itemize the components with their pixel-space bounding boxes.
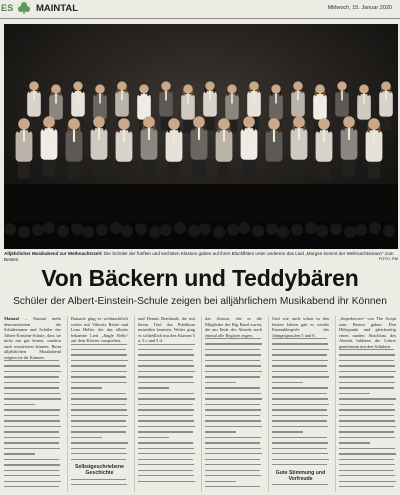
column-4-body-lines xyxy=(205,338,262,487)
column-2-text: Damach ging es weihnachtlich weiter mit Viktoria Reiter und Lena Heller, die das allseits bekannte Lied „Jingle Bells“ auf dem Klavier vorspielten. xyxy=(71,316,128,343)
text-line xyxy=(71,398,127,399)
text-line xyxy=(339,409,395,410)
text-line xyxy=(339,486,394,487)
text-line xyxy=(339,365,395,366)
audience-head xyxy=(174,222,186,234)
text-line xyxy=(138,387,169,388)
text-line xyxy=(339,437,395,438)
column-2-body-lines xyxy=(71,344,128,460)
text-line xyxy=(71,437,102,438)
text-line xyxy=(205,431,236,432)
column-5 xyxy=(272,316,329,492)
text-line xyxy=(138,376,193,377)
text-line xyxy=(4,431,59,432)
text-line xyxy=(205,371,262,372)
text-line xyxy=(71,459,126,460)
text-line xyxy=(205,349,260,350)
text-line xyxy=(205,376,260,377)
caption-lead: Alljährlicher Musikabend zur Weihnachtszeit: xyxy=(4,251,103,256)
text-line xyxy=(205,481,236,482)
caption-text: Die Schüler der fünften und sechsten Klassen gaben auf ihren Blockflöten unter anderem das Lied „Morgen kommt der Weihnachtsmann“ zum Besten. xyxy=(4,251,394,262)
text-line xyxy=(339,459,394,460)
student-figure xyxy=(41,116,58,176)
text-line xyxy=(339,387,394,388)
text-line xyxy=(339,448,395,449)
student-figure xyxy=(316,118,333,178)
text-line xyxy=(71,484,127,485)
audience-head xyxy=(188,225,200,237)
text-line xyxy=(71,371,127,372)
text-line xyxy=(272,464,327,465)
text-line xyxy=(272,354,327,355)
audience-head xyxy=(355,224,367,236)
text-line xyxy=(4,464,60,465)
text-line xyxy=(205,470,260,471)
audience-head xyxy=(252,225,264,237)
text-line xyxy=(4,481,61,482)
text-line xyxy=(138,448,194,449)
column-2-subheading: Selbstgeschriebene Geschichte xyxy=(74,464,124,477)
column-2 xyxy=(71,316,128,492)
audience-head xyxy=(110,222,122,234)
text-line xyxy=(138,431,193,432)
audience-head xyxy=(291,224,303,236)
text-line xyxy=(205,459,260,460)
text-line xyxy=(71,360,128,361)
text-line xyxy=(4,486,59,487)
audience-head xyxy=(305,222,317,234)
text-line xyxy=(339,453,396,454)
audience-head xyxy=(213,226,225,238)
text-line xyxy=(272,387,328,388)
text-line xyxy=(272,382,303,383)
column-3-body-lines xyxy=(138,344,195,482)
student-figure xyxy=(166,118,183,178)
text-line xyxy=(272,393,327,394)
text-line xyxy=(138,475,194,476)
audience-head xyxy=(43,222,55,234)
photo-credit: FOTO: PM xyxy=(378,256,398,261)
text-line xyxy=(205,382,236,383)
text-line xyxy=(339,398,396,399)
text-line xyxy=(71,479,126,480)
text-line xyxy=(4,459,59,460)
text-line xyxy=(339,376,394,377)
concert-photo xyxy=(4,24,398,249)
text-line xyxy=(205,365,261,366)
text-line xyxy=(272,437,327,438)
text-line xyxy=(205,448,261,449)
text-line xyxy=(339,404,394,405)
student-figure xyxy=(216,118,233,178)
text-line xyxy=(272,376,329,377)
audience-head xyxy=(277,226,289,238)
text-line xyxy=(138,453,195,454)
previous-section-fragment: ES xyxy=(1,3,14,13)
column-6-body-lines xyxy=(339,349,396,487)
column-divider xyxy=(335,316,336,492)
text-line xyxy=(205,393,261,394)
text-line xyxy=(339,470,394,471)
text-line xyxy=(205,453,262,454)
text-line xyxy=(71,426,127,427)
audience-head xyxy=(199,223,211,235)
audience-head xyxy=(316,225,328,237)
text-line xyxy=(4,365,60,366)
text-line xyxy=(205,387,260,388)
text-line xyxy=(138,365,194,366)
column-4-text: das Atrium, ehe es die Mitglieder der Big Band waren, die am Ende des Abends noch einmal alle Register zogen. xyxy=(205,316,262,338)
text-line xyxy=(138,409,194,410)
text-line xyxy=(272,442,328,443)
audience-head xyxy=(369,222,381,234)
column-divider xyxy=(268,316,269,492)
column-6-text: „Superheroes“ von The Script zum Besten gaben. Den Höhepunkt und gleichzeitig einen runden Abschluss des Abends bildeten die Lehrer gemeinsam mit den Schülern. xyxy=(339,316,396,349)
text-line xyxy=(71,382,127,383)
text-line xyxy=(138,464,194,465)
audience-head xyxy=(18,226,30,238)
student-figure xyxy=(141,116,158,176)
audience-head xyxy=(121,225,133,237)
text-line xyxy=(71,404,126,405)
text-line xyxy=(272,415,328,416)
text-line xyxy=(71,420,126,421)
column-2-body-lines-b xyxy=(71,479,128,486)
article-subtitle: Schüler der Albert-Einstein-Schule zeigen bei alljährlichem Musikabend ihr Können xyxy=(13,296,387,307)
audience-head xyxy=(383,225,395,237)
text-line xyxy=(272,453,328,454)
text-line xyxy=(4,404,35,405)
text-line xyxy=(205,354,261,355)
text-line xyxy=(138,371,195,372)
text-line xyxy=(4,470,59,471)
audience-head xyxy=(266,223,278,235)
student-figure xyxy=(379,81,393,130)
text-line xyxy=(272,360,328,361)
text-line xyxy=(71,453,127,454)
text-line xyxy=(272,349,329,350)
page-header xyxy=(0,0,400,19)
column-divider xyxy=(201,316,202,492)
text-line xyxy=(205,360,260,361)
text-line xyxy=(272,484,328,485)
text-line xyxy=(205,426,262,427)
student-figure xyxy=(366,118,383,178)
text-line xyxy=(205,415,260,416)
text-line xyxy=(138,360,193,361)
column-5-text: Und wie auch schon in den letzten Jahren gab es wieder Ensemblespiele der Jahrgangsstufen 5 und 6. xyxy=(272,316,329,338)
text-line xyxy=(4,409,60,410)
audience-head xyxy=(4,223,16,235)
text-line xyxy=(339,354,395,355)
photo-caption xyxy=(4,251,398,262)
audience-head xyxy=(71,223,83,235)
column-3 xyxy=(138,316,195,492)
text-line xyxy=(71,393,126,394)
text-line xyxy=(4,382,60,383)
audience-head xyxy=(135,223,147,235)
text-line xyxy=(205,420,261,421)
audience-head xyxy=(227,224,239,236)
audience-head xyxy=(96,224,108,236)
text-line xyxy=(138,481,195,482)
clover-logo-icon xyxy=(17,1,31,15)
student-figure xyxy=(291,116,308,176)
column-divider xyxy=(67,316,68,492)
text-line xyxy=(138,470,193,471)
audience-head xyxy=(238,222,250,234)
audience-head xyxy=(344,226,356,238)
text-line xyxy=(339,464,395,465)
text-line xyxy=(205,486,260,487)
column-5-body-lines xyxy=(272,338,329,465)
column-6 xyxy=(339,316,396,492)
text-line xyxy=(138,442,193,443)
text-line xyxy=(71,344,127,345)
text-line xyxy=(4,415,59,416)
text-line xyxy=(205,475,261,476)
student-figure xyxy=(116,118,133,178)
text-line xyxy=(4,426,61,427)
text-line xyxy=(71,365,126,366)
text-line xyxy=(339,426,396,427)
student-figure xyxy=(341,116,358,176)
text-line xyxy=(339,349,394,350)
student-figure xyxy=(266,118,283,178)
text-line xyxy=(4,420,60,421)
student-figure xyxy=(66,118,83,178)
text-line xyxy=(71,409,127,410)
text-line xyxy=(71,349,126,350)
student-figure xyxy=(241,116,258,176)
text-line xyxy=(4,475,60,476)
article-body xyxy=(4,316,398,492)
text-line xyxy=(71,415,128,416)
text-line xyxy=(339,475,395,476)
text-line xyxy=(339,382,395,383)
student-figure xyxy=(191,116,208,176)
text-line xyxy=(205,343,262,344)
text-line xyxy=(205,338,261,339)
text-line xyxy=(272,431,303,432)
audience-head xyxy=(32,224,44,236)
text-line xyxy=(205,437,261,438)
text-line xyxy=(205,442,260,443)
text-line xyxy=(138,459,193,460)
text-line xyxy=(138,349,193,350)
column-3-text: und Dennis Bernhardt, die mit ihrem Titel das Publikum mitreißen konnten. Weiter ging es schließlich mit den Klassen 5 a, 5 c und 5 d. xyxy=(138,316,195,343)
text-line xyxy=(71,431,126,432)
column-5-body-lines-b xyxy=(272,484,329,485)
text-line xyxy=(71,376,126,377)
text-line xyxy=(272,459,329,460)
text-line xyxy=(272,338,327,339)
text-line xyxy=(272,420,327,421)
column-1-text: – Einmal mehr demonstrierten die Schülerinnen und Schüler der Albert-Einstein-Schule, dass sie nicht nur gut lernen, sondern auch musizieren können. Beim alljährlichen Musikabend zeigten sie ihr Können. xyxy=(4,316,61,360)
text-line xyxy=(138,437,169,438)
text-line xyxy=(339,360,394,361)
text-line xyxy=(272,343,328,344)
section-title: MAINTAL xyxy=(36,3,79,14)
text-line xyxy=(339,442,370,443)
text-line xyxy=(4,387,59,388)
text-line xyxy=(339,393,370,394)
text-line xyxy=(4,371,61,372)
text-line xyxy=(272,371,328,372)
text-line xyxy=(71,387,102,388)
text-line xyxy=(4,393,60,394)
audience-head xyxy=(82,226,94,238)
audience-head xyxy=(57,225,69,237)
text-line xyxy=(71,354,127,355)
issue-date: Mittwoch, 15. Januar 2020 xyxy=(327,5,392,11)
column-1-body-lines xyxy=(4,360,61,487)
text-line xyxy=(272,409,327,410)
text-line xyxy=(138,393,194,394)
text-line xyxy=(138,344,195,345)
audience-head xyxy=(330,223,342,235)
text-line xyxy=(4,376,59,377)
text-line xyxy=(205,404,260,405)
text-line xyxy=(138,382,194,383)
text-line xyxy=(4,360,59,361)
text-line xyxy=(4,442,59,443)
audience-head xyxy=(149,226,161,238)
column-4 xyxy=(205,316,262,492)
text-line xyxy=(138,415,193,416)
audience-head xyxy=(160,224,172,236)
text-line xyxy=(339,371,396,372)
column-1 xyxy=(4,316,61,492)
text-line xyxy=(138,404,193,405)
text-line xyxy=(71,442,128,443)
text-line xyxy=(272,365,327,366)
text-line xyxy=(4,398,61,399)
text-line xyxy=(71,448,126,449)
text-line xyxy=(272,448,327,449)
column-5-subheading: Gute Stimmung und Vorfreude xyxy=(275,469,326,482)
text-line xyxy=(272,426,328,427)
dateline: Maintal xyxy=(4,316,19,321)
text-line xyxy=(4,453,35,454)
text-line xyxy=(339,420,395,421)
text-line xyxy=(138,420,194,421)
text-line xyxy=(339,431,394,432)
student-figure xyxy=(16,118,33,178)
text-line xyxy=(205,464,261,465)
article-title: Von Bäckern und Teddybären xyxy=(41,265,359,291)
text-line xyxy=(138,398,195,399)
text-line xyxy=(138,354,194,355)
text-line xyxy=(4,448,60,449)
text-line xyxy=(339,481,396,482)
text-line xyxy=(205,398,262,399)
text-line xyxy=(4,437,60,438)
text-line xyxy=(138,426,195,427)
student-figure xyxy=(91,116,108,176)
text-line xyxy=(205,409,261,410)
text-line xyxy=(272,404,329,405)
text-line xyxy=(339,415,394,416)
column-divider xyxy=(134,316,135,492)
text-line xyxy=(272,398,328,399)
